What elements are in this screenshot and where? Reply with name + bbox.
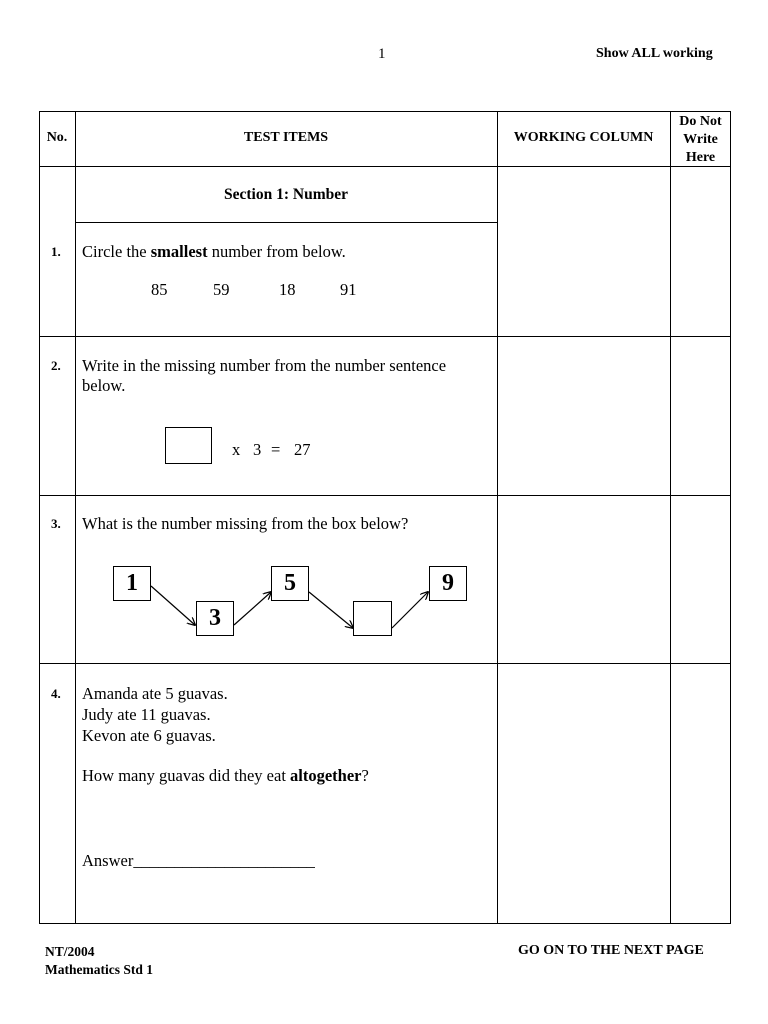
question-4-statement: Judy ate 11 guavas. xyxy=(82,705,211,724)
q2-product: 27 xyxy=(294,440,311,459)
footer-subject: Mathematics Std 1 xyxy=(45,962,153,977)
q3-sequence-box: 5 xyxy=(271,566,309,601)
q2-times-sign: x xyxy=(232,440,241,459)
question-2-line2: below. xyxy=(82,376,126,395)
question-2-line1: Write in the missing number from the number sentence xyxy=(82,356,447,375)
q1-text-pre: Circle the xyxy=(82,242,151,261)
q1-option[interactable]: 59 xyxy=(213,280,230,299)
footer-next-page: GO ON TO THE NEXT PAGE xyxy=(518,943,704,958)
section-title: Section 1: Number xyxy=(224,186,348,203)
q3-arrow xyxy=(151,586,195,625)
q3-missing-box[interactable] xyxy=(353,601,392,636)
question-4-statement: Amanda ate 5 guavas. xyxy=(82,684,228,703)
header-no: No. xyxy=(46,130,68,145)
q4-question-pre: How many guavas did they eat xyxy=(82,766,291,785)
question-number-2: 2. xyxy=(51,358,61,373)
show-working-instruction: Show ALL working xyxy=(596,46,713,61)
footer-code: NT/2004 xyxy=(45,944,95,959)
q1-text-post: number from below. xyxy=(207,242,346,261)
q4-question-post: ? xyxy=(361,766,369,785)
q3-sequence-box: 1 xyxy=(113,566,151,601)
question-number-3: 3. xyxy=(51,516,61,531)
header-do-not-line3: Here xyxy=(685,150,716,165)
q3-arrow xyxy=(309,592,353,628)
header-do-not-line2: Write xyxy=(683,132,718,147)
footer-code-block xyxy=(45,943,153,979)
header-working-column: WORKING COLUMN xyxy=(513,130,654,145)
header-do-not-line1: Do Not xyxy=(679,114,722,129)
q4-question-bold: altogether xyxy=(290,766,362,785)
question-4-statement: Kevon ate 6 guavas. xyxy=(82,726,216,745)
q3-arrow xyxy=(234,592,271,625)
q3-arrow xyxy=(392,592,428,628)
q3-sequence-box: 9 xyxy=(429,566,467,601)
header-test-items: TEST ITEMS xyxy=(243,130,329,145)
q3-sequence-box: 3 xyxy=(196,601,234,636)
question-3-text: What is the number missing from the box below? xyxy=(82,514,409,533)
q1-option[interactable]: 18 xyxy=(279,280,296,299)
q1-option[interactable]: 85 xyxy=(151,280,168,299)
question-number-1: 1. xyxy=(51,244,61,259)
q1-text-bold: smallest xyxy=(150,242,208,261)
q2-factor: 3 xyxy=(253,440,262,459)
q1-option[interactable]: 91 xyxy=(340,280,357,299)
question-4-question xyxy=(82,766,369,786)
q2-equals-sign: = xyxy=(271,440,281,459)
q4-answer-line[interactable]: Answer______________________ xyxy=(82,851,315,870)
page-number: 1 xyxy=(378,46,386,62)
question-number-4: 4. xyxy=(51,686,61,701)
